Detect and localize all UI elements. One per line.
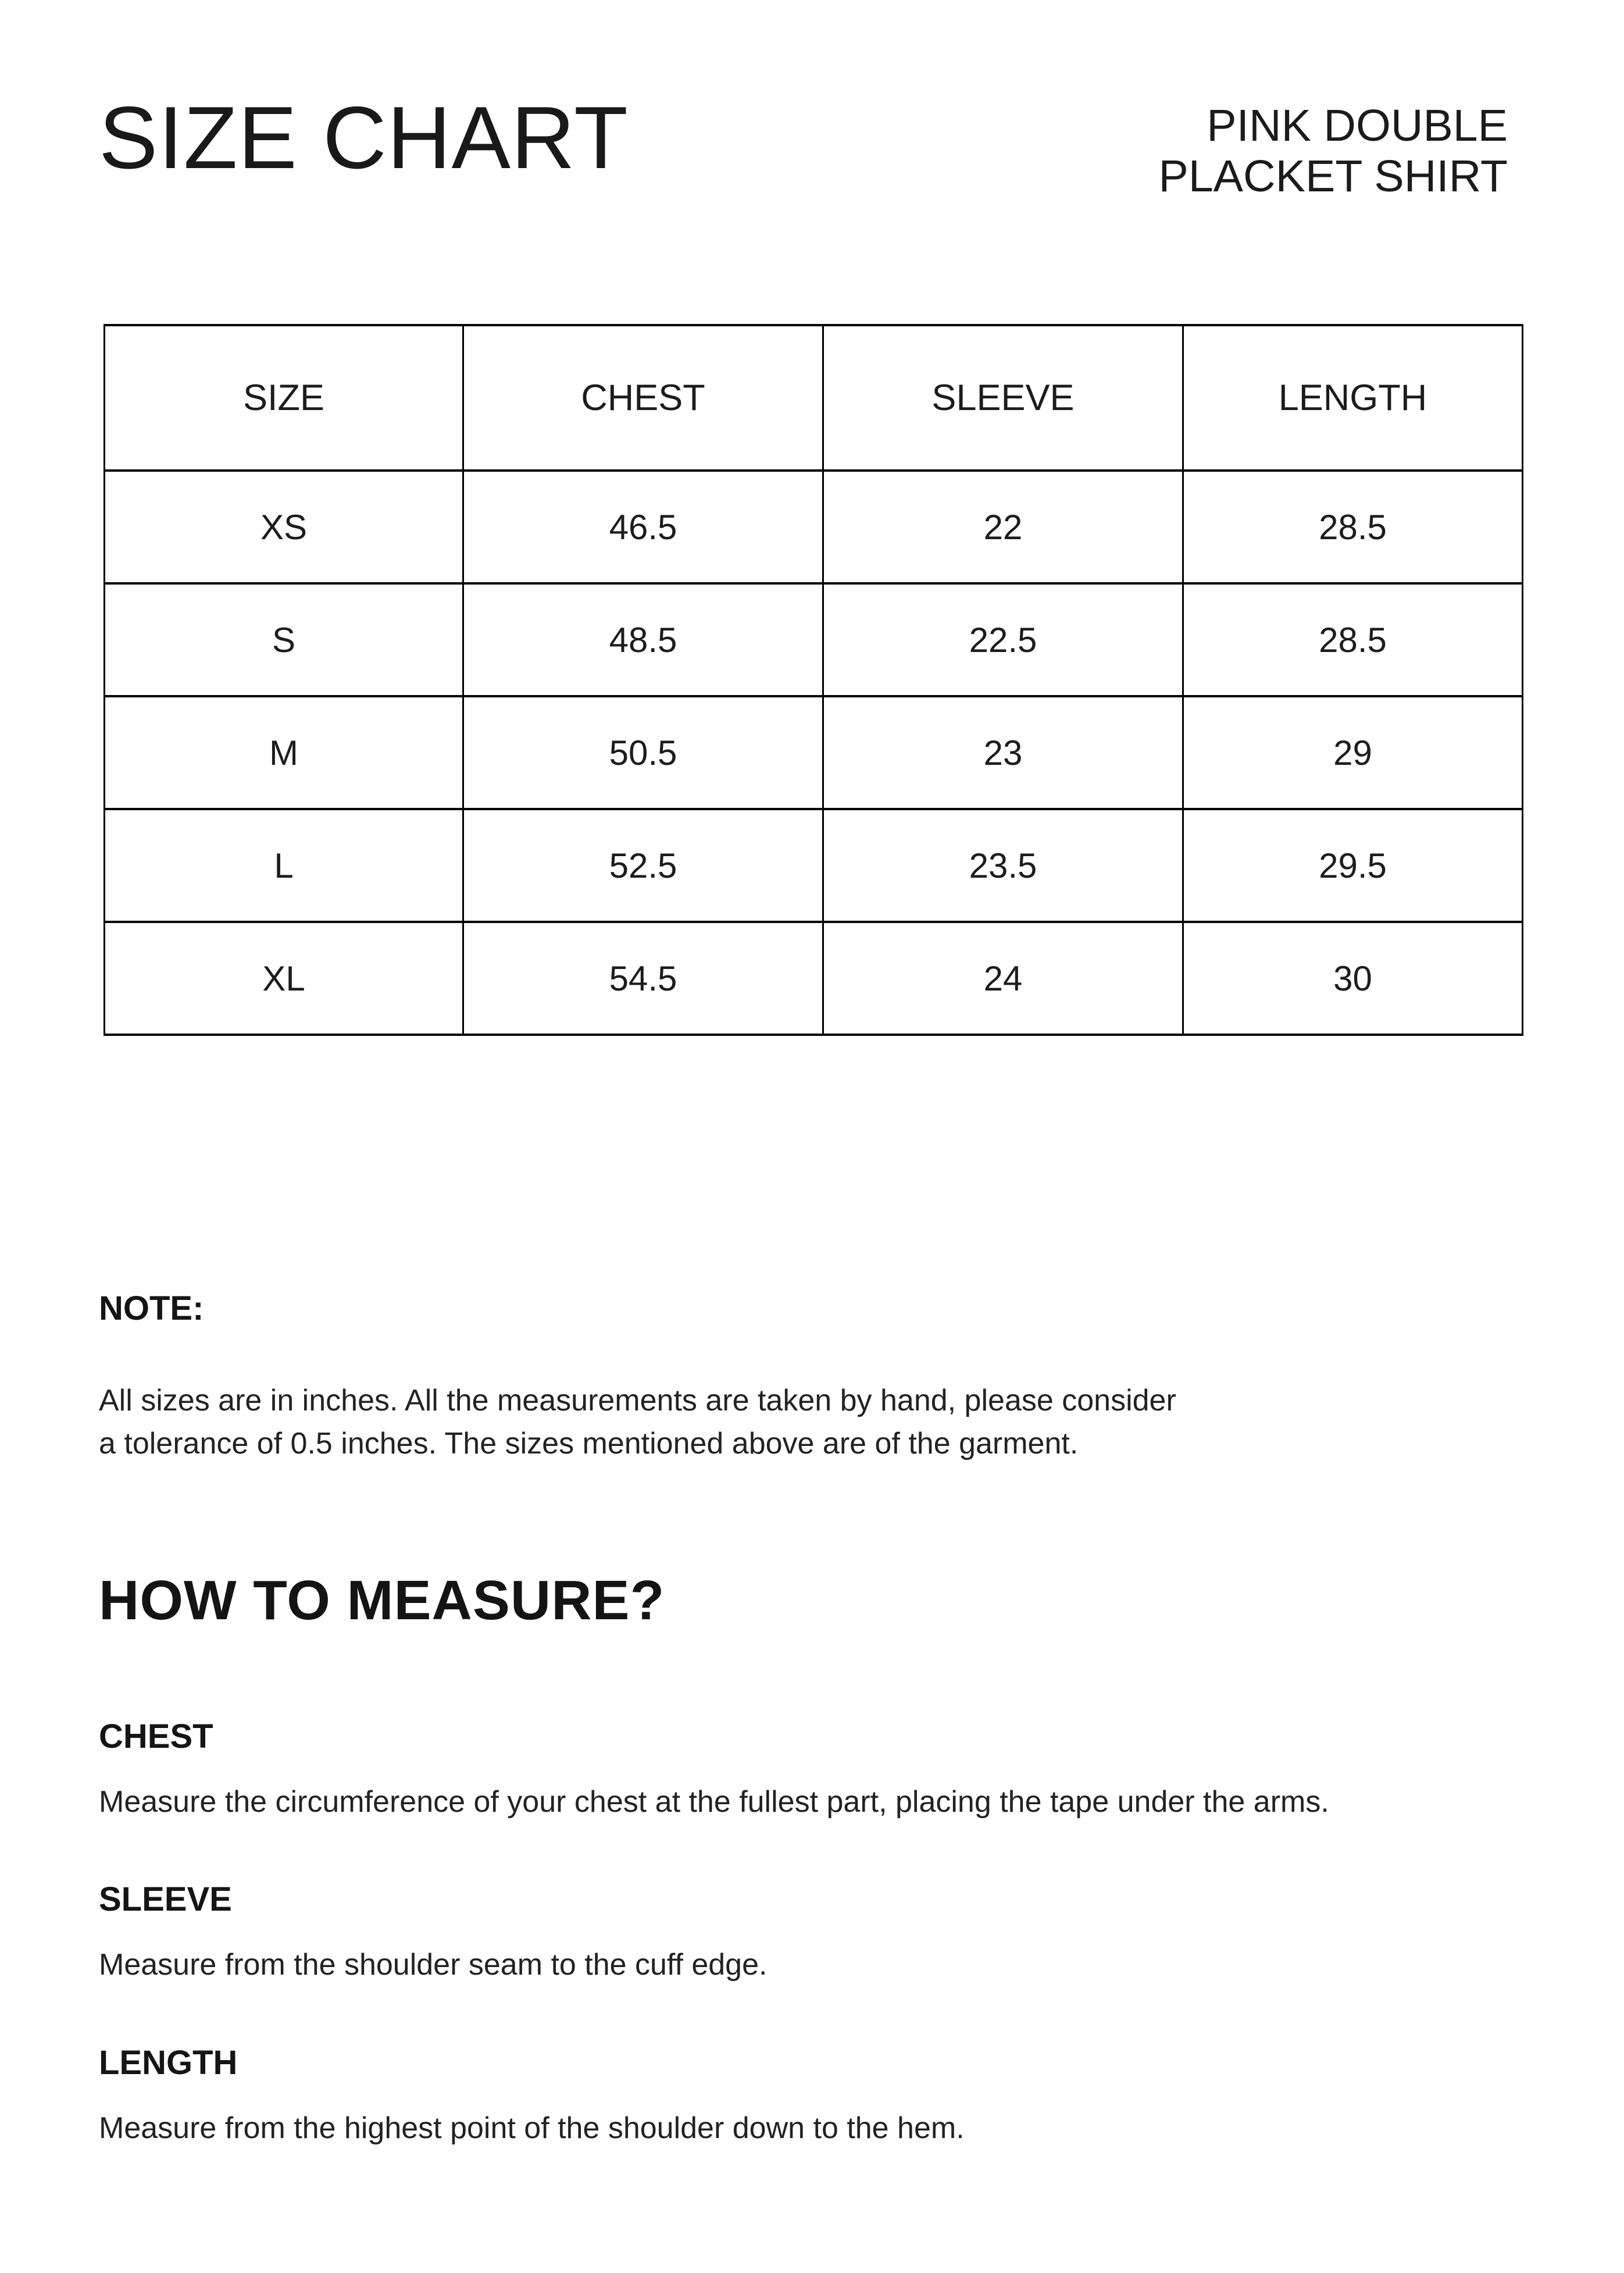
size-table [103,324,1523,1036]
cell-length: 28.5 [1183,583,1523,696]
cell-chest: 48.5 [463,583,823,696]
measure-desc-length: Measure from the highest point of the shoulder down to the hem. [99,2111,965,2145]
cell-length: 28.5 [1183,471,1523,583]
note-heading: NOTE: [99,1289,204,1327]
cell-chest: 50.5 [463,696,823,809]
cell-size: XL [105,922,463,1035]
column-header-chest: CHEST [463,325,823,471]
cell-size: S [105,583,463,696]
table-row-xs [105,471,1523,583]
cell-sleeve: 24 [823,922,1183,1035]
cell-sleeve: 22.5 [823,583,1183,696]
doc-header [99,88,1508,202]
page-title: SIZE CHART [99,88,629,187]
cell-sleeve: 23 [823,696,1183,809]
cell-length: 29 [1183,696,1523,809]
note-text [99,1380,1176,1466]
cell-size: L [105,809,463,922]
cell-chest: 52.5 [463,809,823,922]
cell-size: M [105,696,463,809]
cell-size: XS [105,471,463,583]
table-row-l [105,809,1523,922]
table-row-s [105,583,1523,696]
how-to-measure-heading: HOW TO MEASURE? [99,1569,665,1631]
cell-length: 29.5 [1183,809,1523,922]
measure-label-length: LENGTH [99,2044,238,2082]
column-header-length: LENGTH [1183,325,1523,471]
table-row-xl [105,922,1523,1035]
product-name-line2: PLACKET SHIRT [1158,151,1508,201]
cell-chest: 54.5 [463,922,823,1035]
table-row-m [105,696,1523,809]
cell-length: 30 [1183,922,1523,1035]
product-name-line1: PINK DOUBLE [1207,101,1508,151]
product-name [1158,94,1508,202]
measure-label-sleeve: SLEEVE [99,1880,232,1918]
note-line2: a tolerance of 0.5 inches. The sizes mentioned above are of the garment. [99,1426,1079,1460]
measure-label-chest: CHEST [99,1718,213,1755]
cell-sleeve: 22 [823,471,1183,583]
note-line1: All sizes are in inches. All the measurements are taken by hand, please consider [99,1384,1176,1417]
measure-desc-sleeve: Measure from the shoulder seam to the cuff edge. [99,1948,768,1982]
measure-desc-chest: Measure the circumference of your chest at the fullest part, placing the tape under the arms. [99,1785,1329,1819]
cell-sleeve: 23.5 [823,809,1183,922]
column-header-size: SIZE [105,325,463,471]
cell-chest: 46.5 [463,471,823,583]
size-table-header-row [105,325,1523,471]
column-header-sleeve: SLEEVE [823,325,1183,471]
